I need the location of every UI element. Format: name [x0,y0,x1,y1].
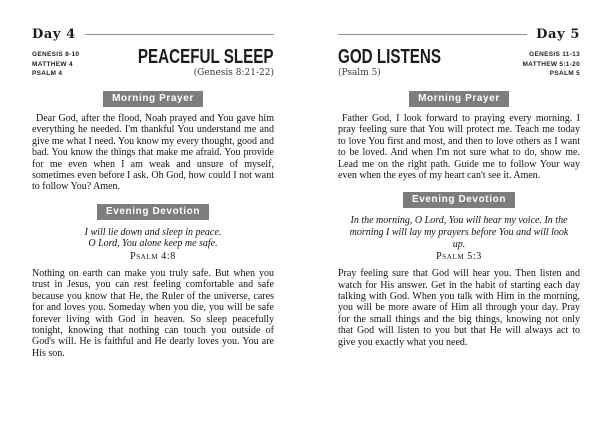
reference-line: GENESIS 8-10 [32,51,80,58]
day-rule [338,34,527,35]
reference-line: PSALM 4 [32,70,63,77]
page-subtitle: (Genesis 8:21-22) [193,68,274,78]
evening-devotion-badge-row [32,201,274,220]
evening-verse [32,227,274,250]
evening-devotion-badge: Evening Devotion [403,192,515,208]
evening-devotion-badge-row [338,189,580,208]
morning-prayer-text: Father God, I look forward to praying every morning. I pray feeling sure that You will protect me. Teach me today to love You first and most, and then to love others as I want to be loved. And when I'm not sure what to do, show me. Lead me on the right path. Guide me to follow Your way even when the eyes of my heart can't see it. Amen. [338,113,580,182]
verse-line: I will lie down and sleep in peace. [84,226,222,238]
morning-prayer-badge-row [338,88,580,107]
verse-line: In the morning, O Lord, You will hear my voice. In the [350,215,568,227]
scripture-references [32,48,79,80]
page-title: GOD LISTENS [338,46,442,68]
morning-prayer-badge: Morning Prayer [103,91,203,107]
page-subtitle: (Psalm 5) [338,68,381,78]
morning-prayer-badge-row [32,88,274,107]
evening-devotion-badge: Evening Devotion [97,204,209,220]
verse-reference: Psalm 4:8 [130,251,176,263]
evening-devotion-text: Pray feeling sure that God will hear you. Then listen and watch for His answer. Get in the habit of starting each day talking with God. When you talk with Him in the morning, you will be more aware of Him all through your day. Pray for the small things and the big things, knowing not only that God will listen to you but that He will always act to give you exactly what you need. [338,268,580,348]
verse-line: morning I will lay my prayers before You and will look up. [349,227,569,250]
day-rule [85,34,274,35]
evening-devotion-text: Nothing on earth can make you truly safe. But when you trust in Jesus, you can rest feeling comfortable and safe because you know that He, the Ruler of the universe, cares for and loves you. Someday when you die, you will be safe forever living with God in heaven. So sleep peacefully tonight, knowing that nothing can touch you outside of God's will. He is faithful and He dearly loves you. You are His son. [32,268,274,359]
morning-prayer-badge: Morning Prayer [409,91,509,107]
evening-verse [338,215,580,250]
day-label: Day 5 [536,27,580,42]
reference-line: MATTHEW 5:1-20 [522,60,580,68]
day-label: Day 4 [32,27,76,42]
day-header-left [32,27,274,42]
verse-reference: Psalm 5:3 [436,251,482,263]
reference-line: MATTHEW 4 [32,60,73,68]
reference-line: GENESIS 11-13 [529,51,580,58]
page-title: PEACEFUL SLEEP [138,46,274,68]
scripture-references [522,48,580,80]
title-block [95,48,274,80]
morning-prayer-text: Dear God, after the flood, Noah prayed and You gave him everything he needed. I'm thankful You understand me and give me what I need. You know my every thought, good and bad. You know the things that make me afraid. You provide for me even when I am weak and unsure of myself, sometimes even before I ask. Oh God, how could I not want to follow You? Amen. [32,113,274,193]
day-header-right [338,27,580,42]
page-right [306,0,612,432]
title-row-right [338,48,580,80]
title-block [338,48,474,80]
verse-line: O Lord, You alone keep me safe. [88,238,218,250]
title-row-left [32,48,274,80]
reference-line: PSALM 5 [549,70,580,77]
